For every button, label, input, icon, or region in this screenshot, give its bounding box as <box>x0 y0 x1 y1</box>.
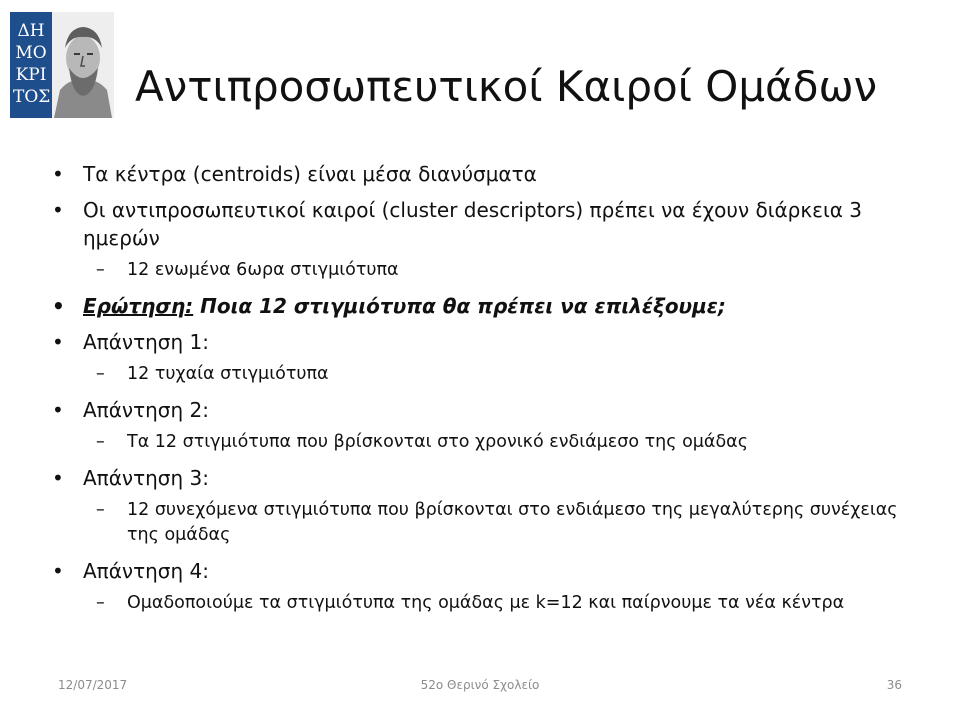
footer-date: 12/07/2017 <box>58 678 128 692</box>
question-label: Ερώτηση: <box>83 294 194 318</box>
bullet-dot: • <box>52 398 64 422</box>
bullet-text: Απάντηση 3: <box>83 466 209 490</box>
slide-number: 36 <box>886 678 902 692</box>
sub-bullet-item <box>48 591 908 616</box>
logo-line-3: ΚΡΙ <box>15 65 47 85</box>
bullet-list <box>48 160 908 625</box>
slide-title: Αντιπροσωπευτικοί Καιροί Ομάδων <box>135 62 878 111</box>
slide-footer <box>0 678 960 698</box>
bullet-dot: • <box>52 294 65 318</box>
logo-line-2: ΜΟ <box>15 43 47 63</box>
sub-bullet-dash: – <box>96 593 105 613</box>
bullet-item <box>48 196 908 252</box>
logo <box>10 12 114 118</box>
sub-bullet-item <box>48 362 908 387</box>
question-text: Ποια 12 στιγμιότυπα θα πρέπει να επιλέξουμε; <box>193 294 726 318</box>
sub-bullet-dash: – <box>96 500 105 520</box>
bullet-item <box>48 396 908 424</box>
bullet-item <box>48 464 908 492</box>
logo-lettering <box>13 20 49 108</box>
footer-event-name: 52ο Θερινό Σχολείο <box>420 678 540 692</box>
sub-bullet-text: Ομαδοποιούμε τα στιγμιότυπα της ομάδας με k=12 και παίρνουμε τα νέα κέντρα <box>127 593 845 613</box>
bullet-item <box>48 328 908 356</box>
sub-bullet-text: 12 συνεχόμενα στιγμιότυπα που βρίσκονται στο ενδιάμεσο της μεγαλύτερης συνέχειας της ομάδας <box>127 500 898 545</box>
bullet-text: Απάντηση 4: <box>83 559 209 583</box>
logo-band <box>10 12 52 118</box>
question-bullet-item <box>48 292 908 320</box>
sub-bullet-text: 12 ενωμένα 6ωρα στιγμιότυπα <box>127 260 399 280</box>
sub-bullet-item <box>48 498 908 548</box>
bullet-text: Απάντηση 2: <box>83 398 209 422</box>
sub-bullet-dash: – <box>96 364 105 384</box>
sub-bullet-text: Τα 12 στιγμιότυπα που βρίσκονται στο χρονικό ενδιάμεσο της ομάδας <box>127 432 748 452</box>
logo-line-1: ΔΗ <box>17 21 45 41</box>
bullet-dot: • <box>52 198 64 222</box>
bullet-text: Οι αντιπροσωπευτικοί καιροί (cluster descriptors) πρέπει να έχουν διάρκεια 3 ημερών <box>83 198 863 250</box>
bullet-item <box>48 557 908 585</box>
bullet-dot: • <box>52 162 64 186</box>
bullet-dot: • <box>52 466 64 490</box>
bullet-dot: • <box>52 330 64 354</box>
bullet-text: Τα κέντρα (centroids) είναι μέσα διανύσματα <box>83 162 537 186</box>
portrait-bust-icon <box>52 12 114 118</box>
sub-bullet-dash: – <box>96 432 105 452</box>
sub-bullet-dash: – <box>96 260 105 280</box>
sub-bullet-text: 12 τυχαία στιγμιότυπα <box>127 364 329 384</box>
bullet-dot: • <box>52 559 64 583</box>
sub-bullet-item <box>48 430 908 455</box>
logo-line-4: ΤΟΣ <box>13 87 51 107</box>
bullet-text: Απάντηση 1: <box>83 330 209 354</box>
bullet-item <box>48 160 908 188</box>
sub-bullet-item <box>48 258 908 283</box>
